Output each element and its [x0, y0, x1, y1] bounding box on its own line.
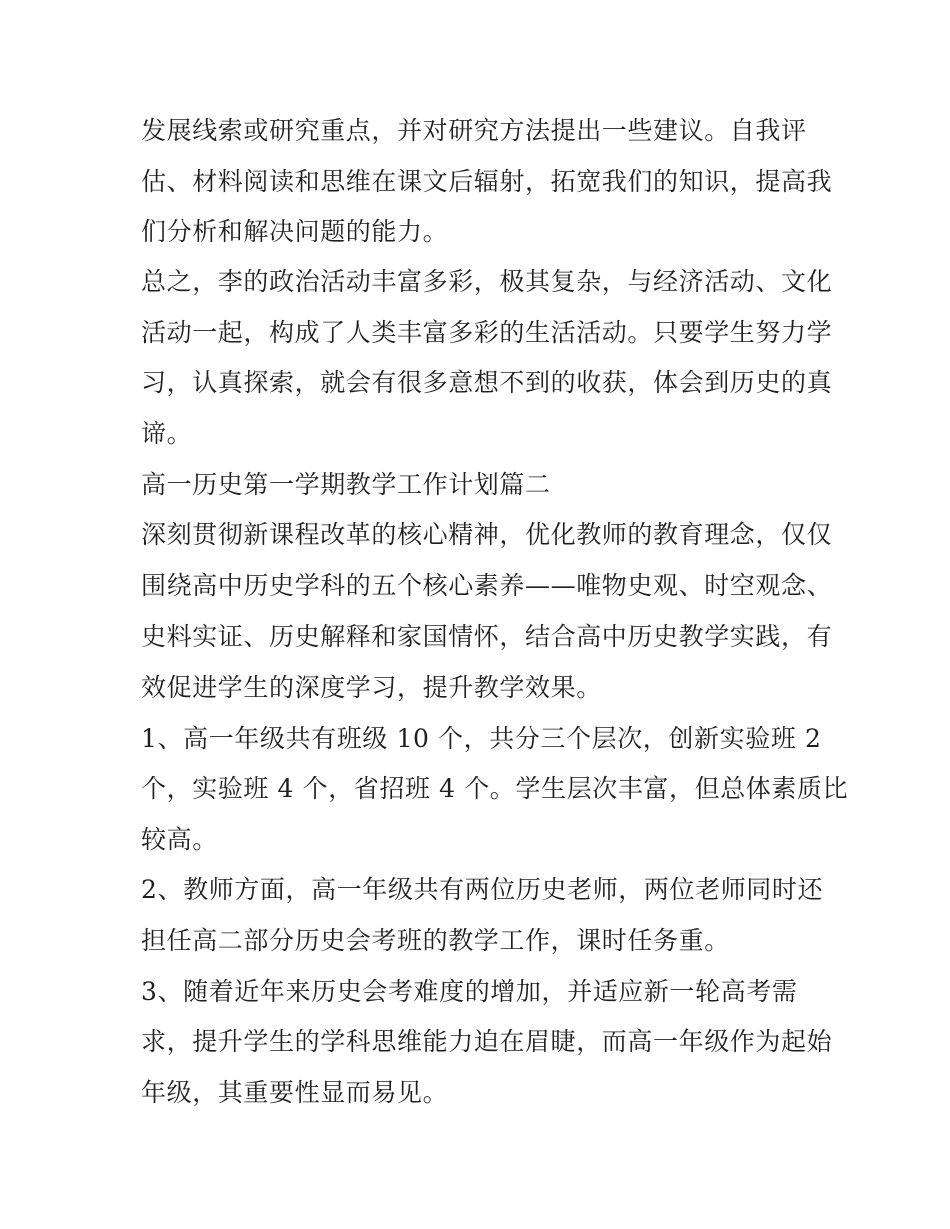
- paragraph-line: 活动一起，构成了人类丰富多彩的生活活动。只要学生努力学: [141, 318, 833, 347]
- list-item-line: 3、随着近年来历史会考难度的增加，并适应新一轮高考需: [141, 977, 798, 1006]
- paragraph-line: 发展线索或研究重点，并对研究方法提出一些建议。自我评: [141, 116, 807, 145]
- list-item-line: 担任高二部分历史会考班的教学工作，课时任务重。: [141, 926, 730, 955]
- section-heading: 高一历史第一学期教学工作计划篇二: [141, 470, 551, 499]
- list-item-line: 1、高一年级共有班级 10 个，共分三个层次，创新实验班 2: [141, 724, 822, 753]
- list-item-line: 个，实验班 4 个，省招班 4 个。学生层次丰富，但总体素质比: [141, 774, 849, 803]
- paragraph-line: 们分析和解决问题的能力。: [141, 217, 449, 246]
- paragraph-line: 史料实证、历史解释和家国情怀，结合高中历史教学实践，有: [141, 622, 833, 651]
- list-item-line: 2、教师方面，高一年级共有两位历史老师，两位老师同时还: [141, 875, 824, 904]
- paragraph-line: 效促进学生的深度学习，提升教学效果。: [141, 673, 602, 702]
- list-item-line: 年级，其重要性显而易见。: [141, 1078, 449, 1107]
- paragraph-line: 深刻贯彻新课程改革的核心精神，优化教师的教育理念，仅仅: [141, 520, 833, 549]
- paragraph-line: 围绕高中历史学科的五个核心素养——唯物史观、时空观念、: [141, 571, 833, 600]
- paragraph-line: 谛。: [141, 419, 193, 448]
- paragraph-line: 总之，李的政治活动丰富多彩，极其复杂，与经济活动、文化: [141, 267, 833, 296]
- paragraph-line: 估、材料阅读和思维在课文后辐射，拓宽我们的知识，提高我: [141, 167, 833, 196]
- list-item-line: 求，提升学生的学科思维能力迫在眉睫，而高一年级作为起始: [141, 1027, 833, 1056]
- list-item-line: 较高。: [141, 825, 218, 854]
- paragraph-line: 习，认真探索，就会有很多意想不到的收获，体会到历史的真: [141, 368, 833, 397]
